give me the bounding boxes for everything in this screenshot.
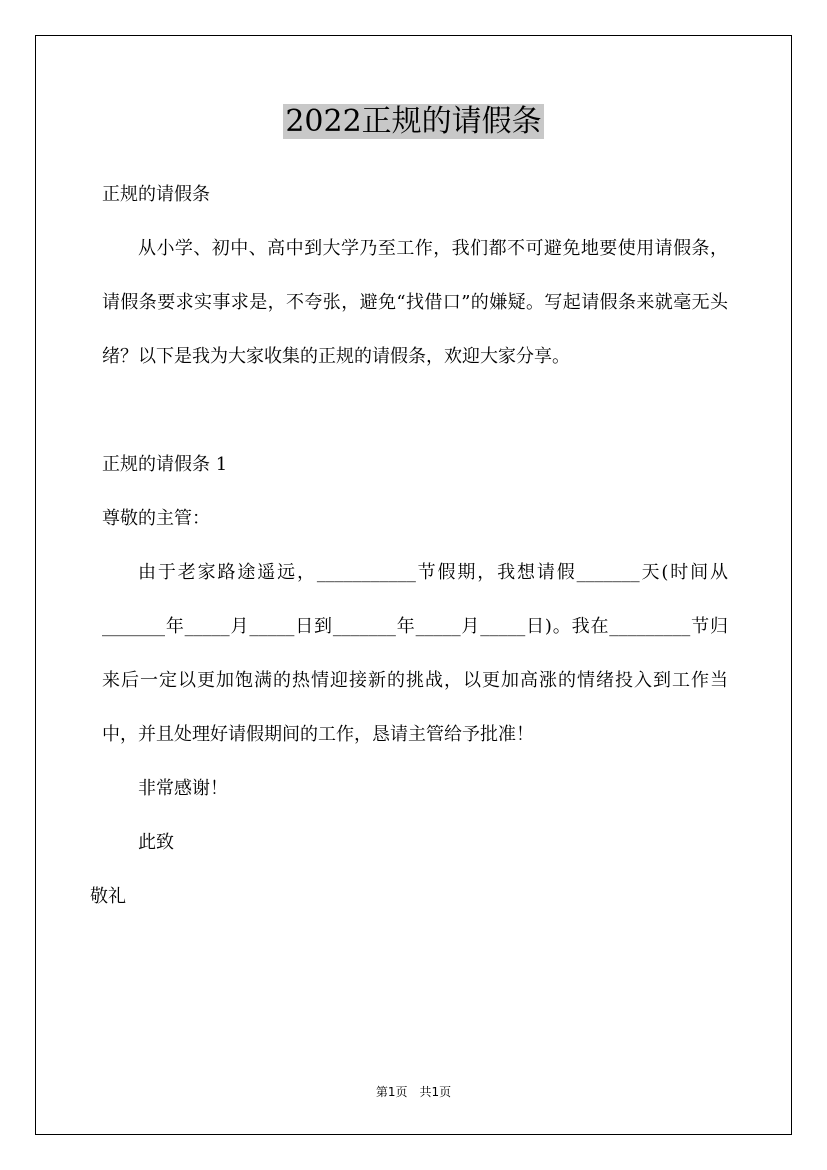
- document-body: [90, 168, 728, 924]
- intro-paragraph: 从小学、初中、高中到大学乃至工作，我们都不可避免地要使用请假条，请假条要求实事求是，不夸张，避免“找借口”的嫌疑。写起请假条来就毫无头绪？以下是我为大家收集的正规的请假条，欢迎大家分享。: [102, 238, 728, 367]
- spacer: [102, 384, 728, 438]
- thanks-line: 非常感谢！: [138, 778, 228, 799]
- page-number: 第1页 共1页: [375, 1085, 452, 1099]
- document-title: 2022正规的请假条: [285, 104, 542, 139]
- document-title-block: [0, 102, 827, 142]
- page-footer: [0, 1082, 827, 1102]
- body-paragraph: 由于老家路途遥远，___________节假期，我想请假_______天(时间从_______年_____月_____日到_______年_____月_____日)。我在_________节归来后一定以更加饱满的热情迎接新的挑战，以更加高涨的情绪投入到工作当中，并且处理好请假期间的工作，恳请主管给予批准！: [102, 562, 728, 745]
- section-heading: 正规的请假条 1: [102, 454, 228, 475]
- closing-line: 此致: [138, 832, 174, 853]
- subtitle: 正规的请假条: [102, 184, 210, 205]
- salute-line: 敬礼: [90, 886, 126, 907]
- greeting: 尊敬的主管：: [102, 508, 210, 529]
